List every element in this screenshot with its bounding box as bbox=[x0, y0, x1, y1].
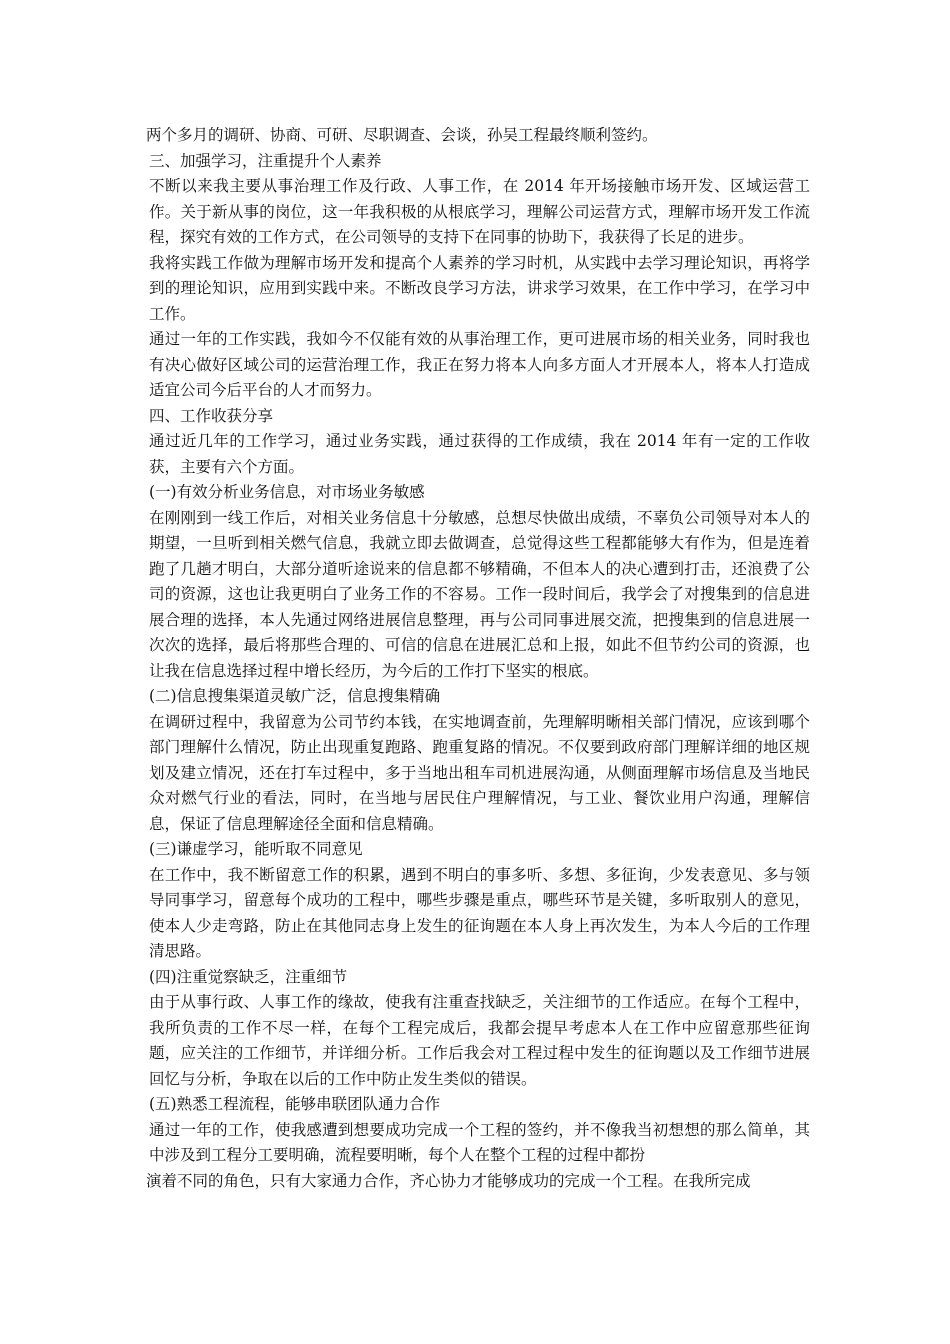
subsection-heading: (四)注重觉察缺乏，注重细节 bbox=[149, 967, 348, 986]
paragraph: 在刚刚到一线工作后，对相关业务信息十分敏感，总想尽快做出成绩，不辜负公司领导对本人的期望，一旦听到相关燃气信息，我就立即去做调查，总觉得这些工程都能够大有作为，但是连着跑了几趟才明白，大部分道听途说来的信息都不够精确，不但本人的决心遭到打击，还浪费了公司的资源，这也让我更明白了业务工作的不容易。工作一段时间后，我学会了对搜集到的信息进展合理的选择，本人先通过网络进展信息整理，再与公司同事进展交流，把搜集到的信息进展一次次的选择，最后将那些合理的、可信的信息在进展汇总和上报，如此不但节约公司的资源，也让我在信息选择过程中增长经历，为今后的工作打下坚实的根底。 bbox=[149, 508, 810, 680]
paragraph: 不断以来我主要从事治理工作及行政、人事工作，在 2014 年开场接触市场开发、区域运营工作。关于新从事的岗位，这一年我积极的从根底学习，理解公司运营方式，理解市场开发工作流程，探究有效的工作方式，在公司领导的支持下在同事的协助下，我获得了长足的进步。 bbox=[149, 177, 810, 246]
subsection-heading: (五)熟悉工程流程，能够串联团队通力合作 bbox=[149, 1095, 441, 1113]
subsection-heading: (二)信息搜集渠道灵敏广泛，信息搜集精确 bbox=[149, 687, 441, 705]
subsection-heading: (一)有效分析业务信息，对市场业务敏感 bbox=[149, 483, 425, 501]
paragraph: 通过近几年的工作学习，通过业务实践，通过获得的工作成绩，我在 2014 年有一定的工作收获，主要有六个方面。 bbox=[149, 432, 810, 476]
paragraph: 由于从事行政、人事工作的缘故，使我有注重查找缺乏，关注细节的工作适应。在每个工程中，我所负责的工作不尽一样，在每个工程完成后，我都会提早考虑本人在工作中应留意那些征询题，应关注的工作细节，并详细分析。工作后我会对工程过程中发生的征询题以及工作细节进展回忆与分析，争取在以后的工作中防止发生类似的错误。 bbox=[149, 993, 810, 1088]
section-heading: 四、工作收获分享 bbox=[149, 406, 274, 425]
paragraph: 通过一年的工作实践，我如今不仅能有效的从事治理工作，更可进展市场的相关业务，同时我也有决心做好区域公司的运营治理工作，我正在努力将本人向多方面人才开展本人，将本人打造成适宜公司今后平台的人才而努力。 bbox=[149, 330, 810, 399]
paragraph: 通过一年的工作，使我感遭到想要成功完成一个工程的签约，并不像我当初想想的那么简单，其中涉及到工程分工要明确，流程要明晰，每个人在整个工程的过程中都扮 bbox=[149, 1120, 810, 1164]
paragraph: 在工作中，我不断留意工作的积累，遇到不明白的事多听、多想、多征询，少发表意见、多与领导同事学习，留意每个成功的工程中，哪些步骤是重点，哪些环节是关键，多听取别人的意见，使本人少走弯路，防止在其他同志身上发生的征询题在本人身上再次发生，为本人今后的工作理清思路。 bbox=[149, 865, 810, 960]
section-heading: 三、加强学习，注重提升个人素养 bbox=[149, 151, 382, 170]
paragraph: 在调研过程中，我留意为公司节约本钱，在实地调查前，先理解明晰相关部门情况，应该到哪个部门理解什么情况，防止出现重复跑路、跑重复路的情况。不仅要到政府部门理解详细的地区规划及建立情况，还在打车过程中，多于当地出租车司机进展沟通，从侧面理解市场信息及当地民众对燃气行业的看法，同时，在当地与居民住户理解情况，与工业、餐饮业用户沟通，理解信息，保证了信息理解途径全面和信息精确。 bbox=[149, 712, 810, 833]
subsection-heading: (三)谦虚学习，能听取不同意见 bbox=[149, 840, 363, 858]
paragraph: 演着不同的角色，只有大家通力合作，齐心协力才能够成功的完成一个工程。在我所完成 bbox=[146, 1171, 751, 1190]
paragraph: 我将实践工作做为理解市场开发和提高个人素养的学习时机，从实践中去学习理论知识，再将学到的理论知识，应用到实践中来。不断改良学习方法，讲求学习效果，在工作中学习，在学习中工作。 bbox=[149, 253, 810, 323]
document-page bbox=[146, 123, 810, 1194]
paragraph: 两个多月的调研、协商、可研、尽职调查、会谈，孙吴工程最终顺利签约。 bbox=[146, 126, 658, 144]
